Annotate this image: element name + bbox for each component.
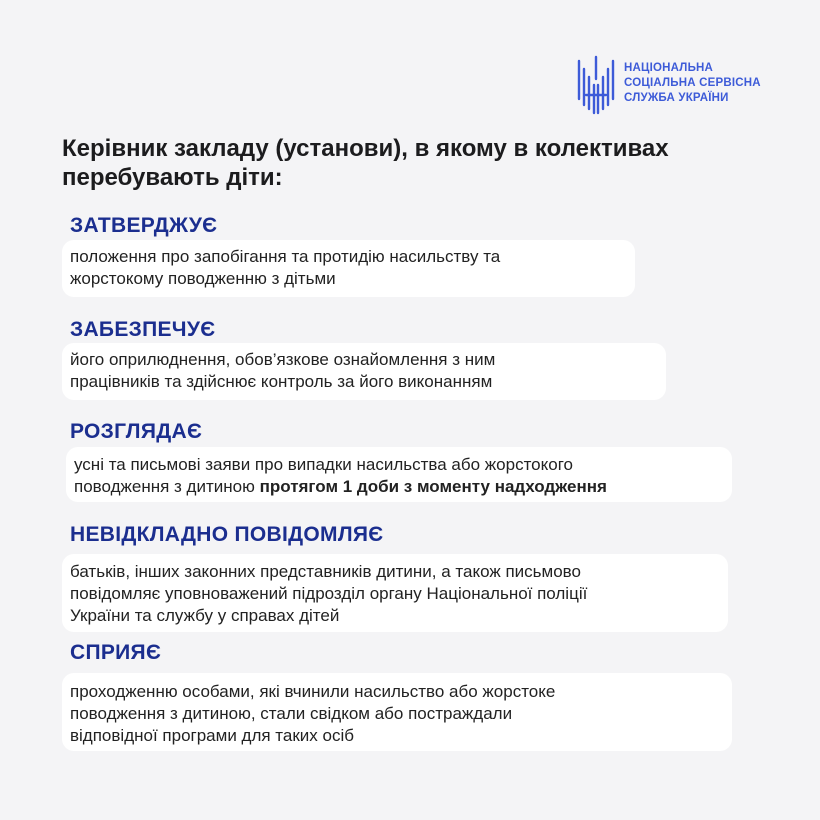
logo [576,55,796,115]
section-card-ensures [62,343,666,400]
card-line: жорстокому поводженню з дітьми [70,269,336,288]
card-line: положення про запобігання та протидію насильству та [70,247,501,266]
card-line: проходженню особами, які вчинили насильство або жорстоке [70,682,556,701]
logo-line-2: СОЦІАЛЬНА СЕРВІСНА [624,77,761,89]
card-line: повідомляє уповноважений підрозділ органу Національної поліції [70,584,588,603]
logo-line-1: НАЦІОНАЛЬНА [624,62,714,74]
deadline-highlight: протягом 1 доби з моменту надходження [259,477,607,496]
section-card-approves [62,240,635,297]
section-card-facilitates [62,673,732,751]
logo-text [624,61,761,106]
logo-line-3: СЛУЖБА УКРАЇНИ [624,92,729,104]
card-line: України та службу у справах дітей [70,606,340,625]
card-line: відповідної програми для таких осіб [70,726,354,745]
section-label-ensures: ЗАБЕЗПЕЧУЄ [70,318,216,341]
card-line: його оприлюднення, обов’язкове ознайомлення з ним [70,350,496,369]
card-text: поводження з дитиною [74,477,260,496]
section-label-approves: ЗАТВЕРДЖУЄ [70,214,218,237]
trident-icon [576,55,616,115]
section-label-facilitates: СПРИЯЄ [70,641,162,664]
page-title: Керівник закладу (установи), в якому в колективах перебувають діти: [62,135,669,191]
card-line: усні та письмові заяви про випадки насильства або жорстокого [74,455,573,474]
section-card-reviews [66,447,732,502]
card-line: працівників та здійснює контроль за його виконанням [70,372,493,391]
card-line: поводження з дитиною, стали свідком або постраждали [70,704,513,723]
section-label-reviews: РОЗГЛЯДАЄ [70,420,203,443]
section-label-notifies: НЕВІДКЛАДНО ПОВІДОМЛЯЄ [70,523,384,546]
card-line [74,476,732,498]
card-line: батьків, інших законних представників дитини, а також письмово [70,562,581,581]
section-card-notifies [62,554,728,632]
